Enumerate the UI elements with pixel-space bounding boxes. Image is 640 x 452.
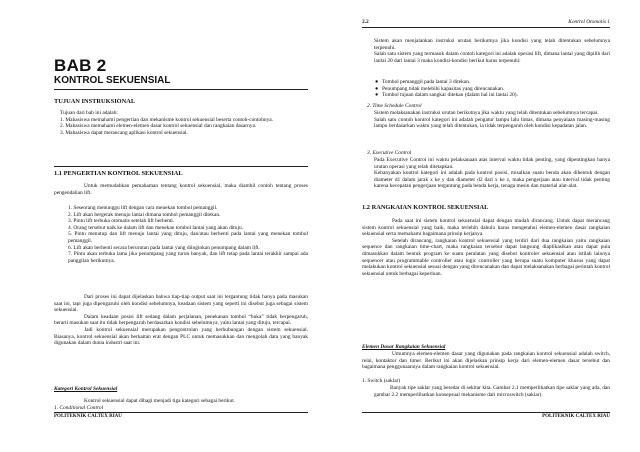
explanation-block — [54, 294, 308, 347]
objectives-heading: TUJUAN INSTRUKSIONAL — [54, 98, 136, 105]
section-heading: 1.2 RANGKAIAN KONTROL SEKUENSIAL — [362, 204, 489, 211]
paragraph: Sistem melaksanakan instruksi urutan berikutnya jika waktu yang telah ditentukan sebelumnya tercapai. — [374, 110, 599, 116]
list-item: 2. Lift akan bergerak menuju lantai dimana tombol pemanggil ditekan. — [68, 211, 221, 218]
chapter-number: BAB 2 — [54, 56, 107, 75]
section-heading: 1.1 PENGERTIAN KONTROL SEKUENSIAL — [54, 170, 183, 177]
lift-steps-list — [68, 205, 308, 264]
paragraph: Setelah dirancang, rangkaian kontrol sekuensial yang terdiri dari dua rangkaian yaitu rangkaian sequence dan rangkaian time-chart, maka rangkaian tersebut dapat langsung diaplikasikan atau dapat pula dimasukkan dalam bentuk program ke suatu peralatan yang disebut kontroler sekuensial atau istilah lainnya sequencer atau programmable controller atau logic controller yang berupa suatu komputer khusus yang dapat melakukan kontrol sekuensial sesuai dengan yang direncanakan dan dapat melaksanakan berbagai perintah kontrol sekuensial untuk berbagai keperluan. — [362, 237, 610, 277]
list-item: ● Tombol pemanggil pada lantai 3 ditekan. — [375, 79, 471, 85]
objectives-block — [60, 110, 308, 136]
objective-item: 3. Mahasiswa dapat merancang aplikasi kontrol sekuensial. — [60, 129, 188, 136]
paragraph: Pada Executive Control ini waktu pelaksanaan atas interval waktu tidak penting, yang dipentingkan hanya urutan operasi yang telah ditetapkan. — [374, 157, 610, 170]
paragraph: Jadi kontrol sekuensial merupakan pengontrolan yang berhubungan dengan sistem sekuensial. Biasanya, kontrol sekuensial akan berkaitan erat dengan PLC untuk memasukkan dan mengolah data yang banyak digunakan dalam dunia industri saat ini. — [54, 326, 308, 347]
objective-item: 2. Mahasiswa memahami elemen-elemen dasar kontrol sekuensial dan rangkaian dasarnya. — [60, 123, 257, 130]
paragraph: Kebanyakan kontrol kategori ini adalah pada kontrol posisi, misalkan suatu benda akan dibentuk dengan diameter d1 dalam jarak x ke y dan diameter d2 dari x ke z, maka pengerjaan atau interval tidak penting karena kecepatan pengerjaan tergantung pada benda kerja, tenaga mesin dan material alat-alat. — [374, 170, 610, 190]
paragraph: Sistem akan menjalankan instruksi urutan berikutnya jika kondisi yang telah ditentukan sebelumnya terpenuhi. — [374, 38, 610, 51]
paragraph: Dari proses ini dapat dijelaskan bahwa tiap-tiap output saat ini tergantung tidak hanya pada masukan saat ini, tapi juga dipengaruhi oleh kondisi sebelumnya, keadaan sistem yang seperti ini disebut juga sebagai sistem sekuensial. — [54, 294, 308, 314]
bullet-icon: ● — [375, 85, 379, 92]
kategori-heading: Kategori Kontrol Sekuensial — [54, 386, 118, 392]
elemen-paragraph: Umumnya elemen-elemen dasar yang digunakan pada rangkaian kontrol sekuensial adalah switch, relai, kontaktor dan timer. Berikut ini akan dijelaskan prinsip kerja dari elemen-elemen dasar tersebut dan bagaimana penggunaannya dalam rangkaian kontrol sekuensial. — [362, 351, 610, 371]
elemen-heading: Elemen Dasar Rangkaian Sekuensial — [362, 344, 446, 350]
item3-title: 3. Executive Control — [367, 150, 412, 156]
header-title: Kontrol Otomatis 1 — [568, 19, 610, 25]
right-page — [320, 0, 640, 452]
list-item: 6. Lift akan berhenti secara berurutan pada lantai yang diinginkan penumpang dalam lift. — [68, 244, 260, 251]
objective-item: 1. Mahasiswa memahami pengertian dan mekanisme kontrol sekuensial beserta contoh-contohnya. — [60, 116, 274, 123]
item2-block — [374, 110, 610, 130]
objectives-intro: Tujuan dari bab ini adalah: — [60, 110, 118, 116]
list-item: ● Tombol tujuan dalam sangkar ditekan (dalam hal ini lantai 20). — [375, 92, 518, 99]
footer-text: POLITEKNIK CALTEX RIAU — [54, 414, 122, 419]
page-number: 2.2 — [362, 19, 369, 25]
list-item: 5. Pintu menutup dan lift menuju lantai yang dituju, dan/atau berhenti pada lantai yang menekan tombol pemanggil. — [68, 231, 308, 244]
footer-divider — [362, 412, 610, 413]
chapter-title: KONTROL SEKUENSIAL — [54, 75, 171, 86]
list-item: ● Penumpang tidak melebihi kapasitas yang direncanakan. — [375, 85, 505, 92]
condition-bullets — [375, 79, 610, 99]
bullet-icon: ● — [375, 92, 379, 99]
paragraph: Salah satu contoh kontrol kategori ini adalah pengatur lampu lalu lintas, dimana penyalaan masing-masing lampu berdasarkan waktu yang telah ditentukan, ia tidak terpengaruh oleh kondisi kepadatan jalan. — [374, 116, 610, 130]
title-divider — [54, 89, 308, 90]
list-item: 3. Pintu lift terbuka otomatis setelah lift berhenti. — [68, 218, 175, 225]
conditional-block — [374, 38, 610, 64]
bullet-icon: ● — [375, 79, 379, 85]
footer-text: POLITEKNIK CALTEX RIAU — [542, 414, 610, 419]
kategori-item: 1. Conditional Control — [54, 405, 104, 411]
list-item: 1. Seseorang menunggu lift dengan cara menekan tombol pemanggil. — [68, 205, 218, 211]
item2-title: 2. Time Schedule Control — [367, 103, 422, 109]
paragraph: Pada saat ini sistem kontrol sekuensial dapat dengan mudah dirancang. Untuk dapat merancang sistem kontrol sekuensial yang baik, maka terlebih dahulu harus mengetahui elemen-elemen dasar rangkaian sekuensial serta memahami bagaimana prinsip kerjanya. — [362, 218, 610, 238]
switch-title: 1. Switch (saklar) — [362, 378, 401, 384]
list-item: 4. Orang tersebut naik ke dalam lift dan menekan tombol lantai yang akan dituju. — [68, 224, 243, 231]
paragraph: Salah satu sistem yang termasuk dalam contoh kategori ini adalah operasi lift, dimana lantai yang dipilih dari lantai 20 dari lantai 3 maka kondisi-kondisi berikut harus terpenuhi: — [374, 51, 610, 64]
list-item: 7. Pintu akan terbuka lama jika penumpang yang turun banyak, dan lift tetap pada lantai terakhir sampai ada panggilan berikutnya. — [68, 251, 308, 264]
intro-paragraph: Untuk memudahkan pemahaman tentang kontrol sekuensial, maka diambil contoh tentang proses pengendalian lift. — [54, 183, 308, 196]
header-divider — [362, 27, 610, 28]
switch-paragraph: Banyak tipe saklar yang beredar di sekitar kita. Gambar 2.1 memperlihatkan tipe saklar yang ada, dan gambar 2.2 memperlihatkan konsepsual mekanisme dari microswitch (saklar). — [374, 385, 610, 398]
item3-block — [374, 157, 610, 190]
rangkaian-block — [362, 218, 610, 277]
paragraph: Dalam keadaan posisi lift sedang dalam perjalanan, penekanan tombol “buka” tidak berpengaruh, berarti masukan saat itu tidak berpengaruh berdasarkan kondisi sebelumnya, yaitu lantai yang dituju, tercapai. — [54, 313, 308, 327]
footer-divider — [54, 412, 308, 413]
kategori-text: Kontrol sekuensial dapat dibagi menjadi tiga kategori sebagai berikut. — [84, 398, 236, 404]
section-divider — [54, 166, 308, 167]
